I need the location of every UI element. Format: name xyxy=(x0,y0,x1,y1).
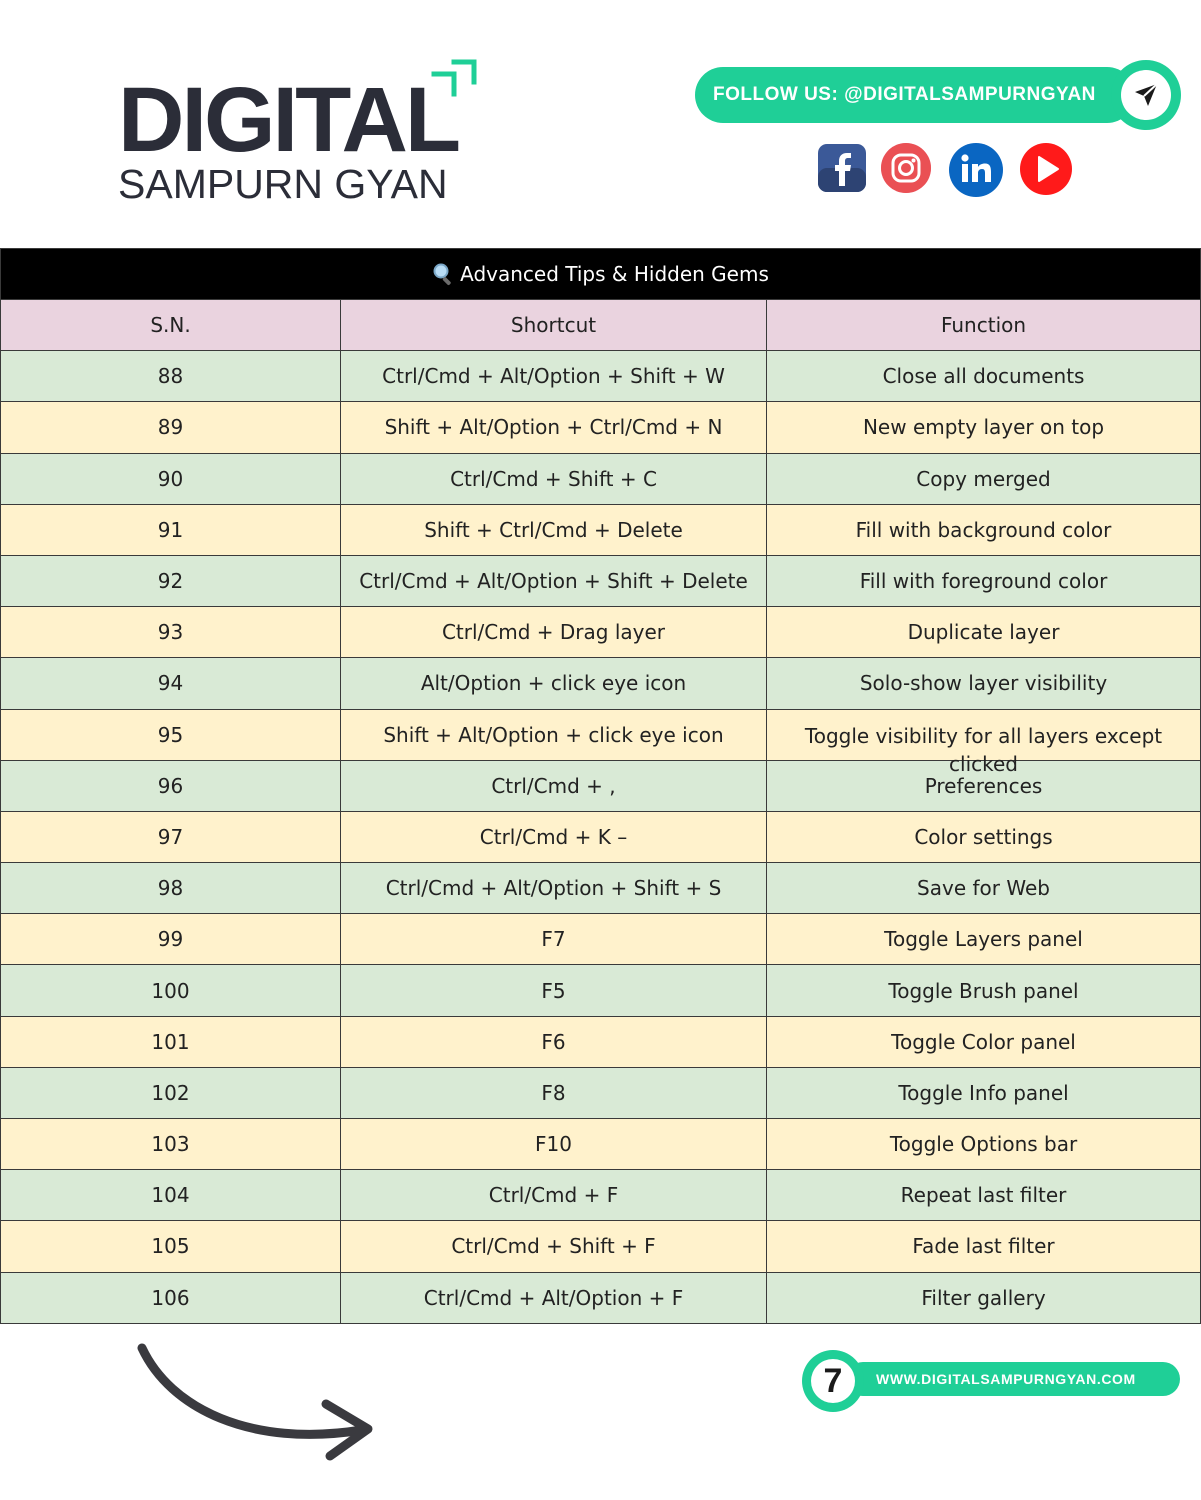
follow-send-button[interactable] xyxy=(1111,60,1181,130)
shortcut-table xyxy=(0,248,1201,1324)
row-sn: 106 xyxy=(1,1272,341,1323)
row-shortcut: Ctrl/Cmd + , xyxy=(341,760,767,811)
table-row xyxy=(1,1067,1201,1118)
table-row xyxy=(1,1221,1201,1272)
row-sn: 102 xyxy=(1,1067,341,1118)
row-sn: 88 xyxy=(1,351,341,402)
table-row xyxy=(1,1119,1201,1170)
page-number-badge xyxy=(802,1350,864,1412)
row-sn: 105 xyxy=(1,1221,341,1272)
row-shortcut: Shift + Ctrl/Cmd + Delete xyxy=(341,504,767,555)
row-function: Fade last filter xyxy=(767,1221,1201,1272)
facebook-icon[interactable] xyxy=(816,142,868,194)
row-function: Close all documents xyxy=(767,351,1201,402)
logo-wordmark: DIGITAL xyxy=(118,69,459,171)
row-shortcut: Ctrl/Cmd + Shift + C xyxy=(341,453,767,504)
row-function: New empty layer on top xyxy=(767,402,1201,453)
row-shortcut: F6 xyxy=(341,1016,767,1067)
table-row xyxy=(1,453,1201,504)
row-function: Toggle Brush panel xyxy=(767,965,1201,1016)
row-shortcut: F7 xyxy=(341,914,767,965)
column-header-function: Function xyxy=(767,300,1201,351)
table-row xyxy=(1,1170,1201,1221)
row-function: Duplicate layer xyxy=(767,607,1201,658)
follow-us-pill[interactable] xyxy=(695,67,1135,123)
table-caption-text: Advanced Tips & Hidden Gems xyxy=(460,262,769,286)
row-sn: 103 xyxy=(1,1119,341,1170)
table-header-row xyxy=(1,300,1201,351)
table-row xyxy=(1,555,1201,606)
table-caption-row xyxy=(1,249,1201,300)
row-sn: 97 xyxy=(1,811,341,862)
linkedin-icon[interactable] xyxy=(948,142,1000,194)
table-row xyxy=(1,658,1201,709)
row-sn: 96 xyxy=(1,760,341,811)
brand-logo xyxy=(116,52,496,212)
row-sn: 98 xyxy=(1,863,341,914)
table-row xyxy=(1,402,1201,453)
row-shortcut: Shift + Alt/Option + Ctrl/Cmd + N xyxy=(341,402,767,453)
column-header-sn: S.N. xyxy=(1,300,341,351)
row-shortcut: Ctrl/Cmd + Alt/Option + Shift + S xyxy=(341,863,767,914)
magnifier-icon xyxy=(432,262,454,284)
row-function: Repeat last filter xyxy=(767,1170,1201,1221)
row-function: Fill with foreground color xyxy=(767,555,1201,606)
page-number: 7 xyxy=(811,1359,855,1403)
row-sn: 92 xyxy=(1,555,341,606)
logo-subtitle: SAMPURN GYAN xyxy=(118,161,448,207)
row-function: Color settings xyxy=(767,811,1201,862)
row-sn: 91 xyxy=(1,504,341,555)
row-function: Save for Web xyxy=(767,863,1201,914)
row-sn: 101 xyxy=(1,1016,341,1067)
row-sn: 104 xyxy=(1,1170,341,1221)
row-function: Toggle Color panel xyxy=(767,1016,1201,1067)
row-shortcut: Ctrl/Cmd + F xyxy=(341,1170,767,1221)
row-function: Toggle visibility for all layers except clicked xyxy=(804,723,1163,776)
row-sn: 100 xyxy=(1,965,341,1016)
row-shortcut: Ctrl/Cmd + Shift + F xyxy=(341,1221,767,1272)
table-row xyxy=(1,760,1201,811)
row-shortcut: Shift + Alt/Option + click eye icon xyxy=(341,709,767,760)
table-row xyxy=(1,351,1201,402)
row-function: Toggle Info panel xyxy=(767,1067,1201,1118)
row-shortcut: F5 xyxy=(341,965,767,1016)
row-function: Fill with background color xyxy=(767,504,1201,555)
row-function: Solo-show layer visibility xyxy=(767,658,1201,709)
row-shortcut: Ctrl/Cmd + Drag layer xyxy=(341,607,767,658)
row-shortcut: F8 xyxy=(341,1067,767,1118)
row-shortcut: Alt/Option + click eye icon xyxy=(341,658,767,709)
send-icon xyxy=(1133,82,1159,108)
logo-arrows-icon xyxy=(428,56,482,102)
column-header-shortcut: Shortcut xyxy=(341,300,767,351)
table-row xyxy=(1,811,1201,862)
table-caption xyxy=(1,249,1201,300)
table-row xyxy=(1,607,1201,658)
website-link[interactable]: WWW.DIGITALSAMPURNGYAN.COM xyxy=(876,1371,1136,1387)
row-function: Filter gallery xyxy=(767,1272,1201,1323)
instagram-icon[interactable] xyxy=(880,142,932,194)
table-row xyxy=(1,1016,1201,1067)
row-sn: 89 xyxy=(1,402,341,453)
row-sn: 93 xyxy=(1,607,341,658)
row-shortcut: Ctrl/Cmd + K – xyxy=(341,811,767,862)
row-function: Toggle Options bar xyxy=(767,1119,1201,1170)
row-function-cell xyxy=(767,709,1201,776)
row-sn: 90 xyxy=(1,453,341,504)
row-sn: 99 xyxy=(1,914,341,965)
table-row xyxy=(1,965,1201,1016)
row-shortcut: F10 xyxy=(341,1119,767,1170)
table-row xyxy=(1,1272,1201,1323)
row-shortcut: Ctrl/Cmd + Alt/Option + Shift + Delete xyxy=(341,555,767,606)
curved-arrow-icon xyxy=(130,1338,390,1468)
follow-us-label: FOLLOW US: @DIGITALSAMPURNGYAN xyxy=(713,84,1096,105)
row-shortcut: Ctrl/Cmd + Alt/Option + Shift + W xyxy=(341,351,767,402)
row-shortcut: Ctrl/Cmd + Alt/Option + F xyxy=(341,1272,767,1323)
row-function: Preferences xyxy=(767,760,1201,811)
website-pill[interactable] xyxy=(846,1362,1180,1396)
youtube-icon[interactable] xyxy=(1019,142,1071,194)
row-sn: 95 xyxy=(1,709,341,760)
table-row xyxy=(1,863,1201,914)
row-sn: 94 xyxy=(1,658,341,709)
row-function: Copy merged xyxy=(767,453,1201,504)
row-function: Toggle Layers panel xyxy=(767,914,1201,965)
table-row xyxy=(1,914,1201,965)
table-row xyxy=(1,504,1201,555)
table-row xyxy=(1,709,1201,760)
